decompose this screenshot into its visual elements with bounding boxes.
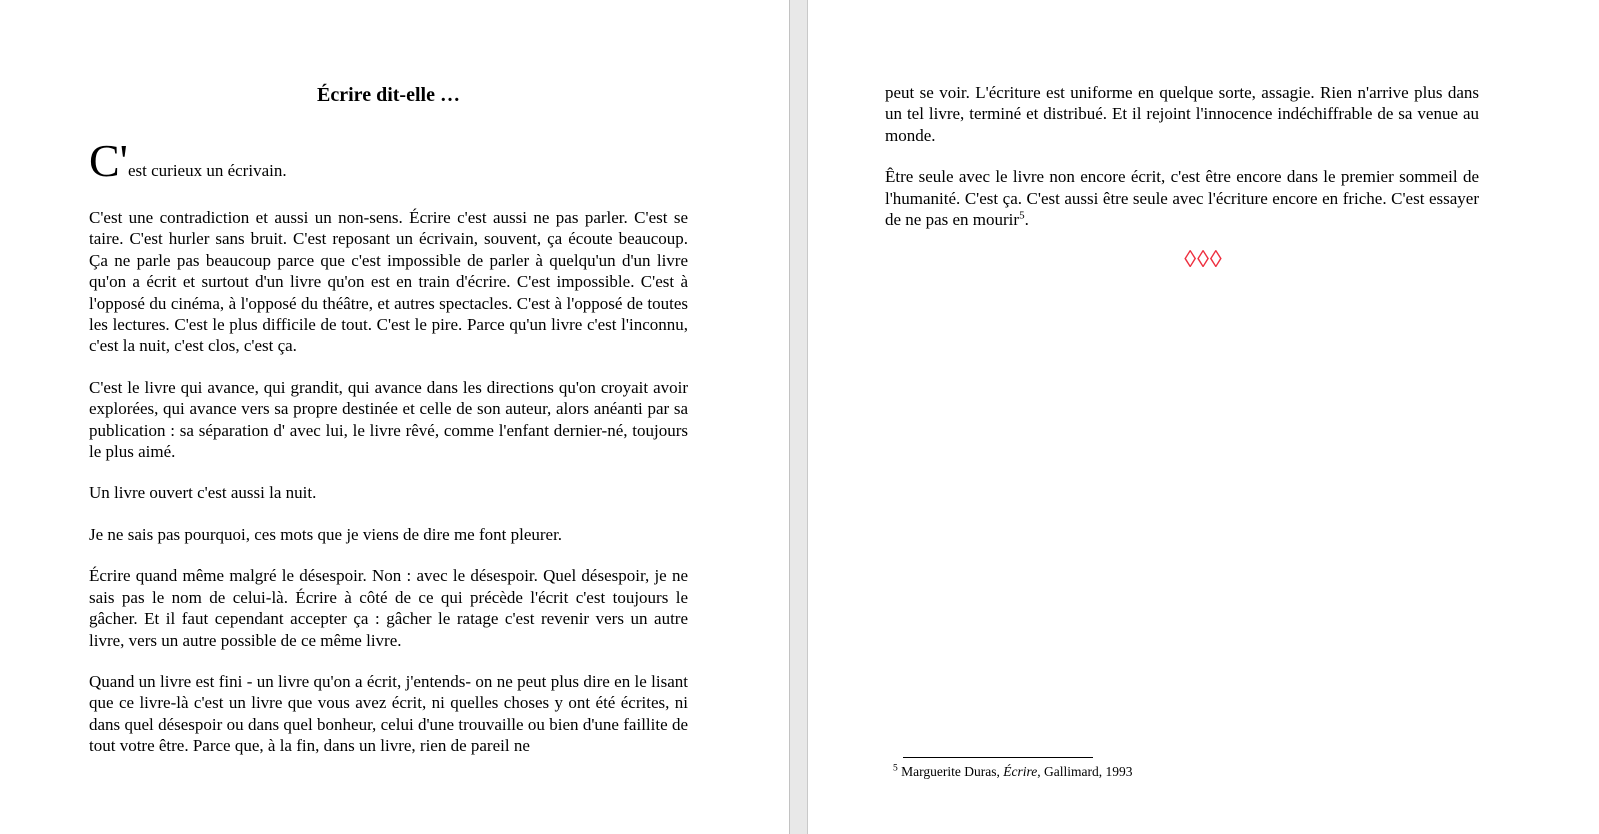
body-paragraph: Écrire quand même malgré le désespoir. Non : avec le désespoir. Quel désespoir, je ne sais pas le nom de celui-là. Écrire à côté de ce qui précède l'écrit c'est toujours le gâcher. Et il faut cependant accepter ça : gâcher le ratage c'est revenir vers un autre livre, vers un autre possible de ce même livre. (89, 566, 688, 650)
page-right-content (885, 82, 1479, 230)
opening-text: est curieux un écrivain. (127, 161, 287, 180)
footnote (893, 764, 1293, 780)
chapter-title: Écrire dit-elle … (317, 84, 460, 106)
body-paragraph (885, 166, 1479, 230)
ornament-diamonds-icon: ◊◊◊ (1184, 247, 1223, 273)
page-gap (789, 0, 808, 834)
opening-line (89, 135, 688, 186)
footnote-text-part: Marguerite Duras, (897, 764, 1004, 779)
body-paragraph: C'est le livre qui avance, qui grandit, qui avance dans les directions qu'on croyait avoir explorées, qui avance vers sa propre destinée et celle de son auteur, alors anéanti par sa publication : sa séparation d' avec lui, le livre rêvé, comme l'enfant dernier-né, toujours le plus aimé. (89, 377, 688, 462)
page-right (808, 0, 1599, 834)
page-left (0, 0, 789, 834)
body-paragraph: Quand un livre est fini - un livre qu'on a écrit, j'entends- on ne peut plus dire en le lisant que ce livre-là c'est un livre que vous avez écrit, ni quelles choses y ont été écrites, ni dans quel désespoir ou dans quel bonheur, celui d'une trouvaille ou bien d'une faillite de tout votre être. Parce que, à la fin, dans un livre, rien de pareil ne (89, 671, 688, 756)
footnote-text-part: , Gallimard, 1993 (1037, 764, 1133, 779)
footnote-marker: 5 (893, 763, 898, 774)
book-title: Écrire (1003, 764, 1038, 779)
body-paragraph: Je ne sais pas pourquoi, ces mots que je viens de dire me font pleurer. (89, 524, 563, 544)
body-paragraph: peut se voir. L'écriture est uniforme en quelque sorte, assagie. Rien n'arrive plus dans un tel livre, terminé et distribué. Et il rejoint l'innocence indéchiffrable de sa venue au monde. (885, 83, 1479, 145)
paragraph-text: . (1024, 210, 1029, 230)
footnote-ref: 5 (1019, 209, 1025, 222)
body-paragraph: Un livre ouvert c'est aussi la nuit. (89, 483, 317, 503)
dropcap: C' (89, 135, 128, 186)
body-paragraph: C'est une contradiction et aussi un non-sens. Écrire c'est aussi ne pas parler. C'est se taire. C'est hurler sans bruit. C'est reposant un écrivain, souvent, ça écoute beaucoup. Ça ne parle pas beaucoup parce que c'est impossible de parler à quelqu'un d'un livre qu'on a écrit et surtout d'un livre qu'on est en train d'écrire. C'est impossible. C'est à l'opposé du cinéma, à l'opposé du théâtre, et autres spectacles. C'est à l'opposé de toutes les lectures. C'est le plus difficile de tout. C'est le pire. Parce qu'un livre c'est l'inconnu, c'est la nuit, c'est clos, c'est ça. (89, 208, 688, 356)
footnote-area (893, 757, 1293, 780)
page-left-content (89, 84, 688, 757)
footnote-separator (903, 757, 1093, 758)
paragraph-text: Être seule avec le livre non encore écrit, c'est être encore dans le premier sommeil de l'humanité. C'est ça. C'est aussi être seule avec l'écriture encore en friche. C'est essayer de ne pas en mourir (885, 167, 1479, 230)
